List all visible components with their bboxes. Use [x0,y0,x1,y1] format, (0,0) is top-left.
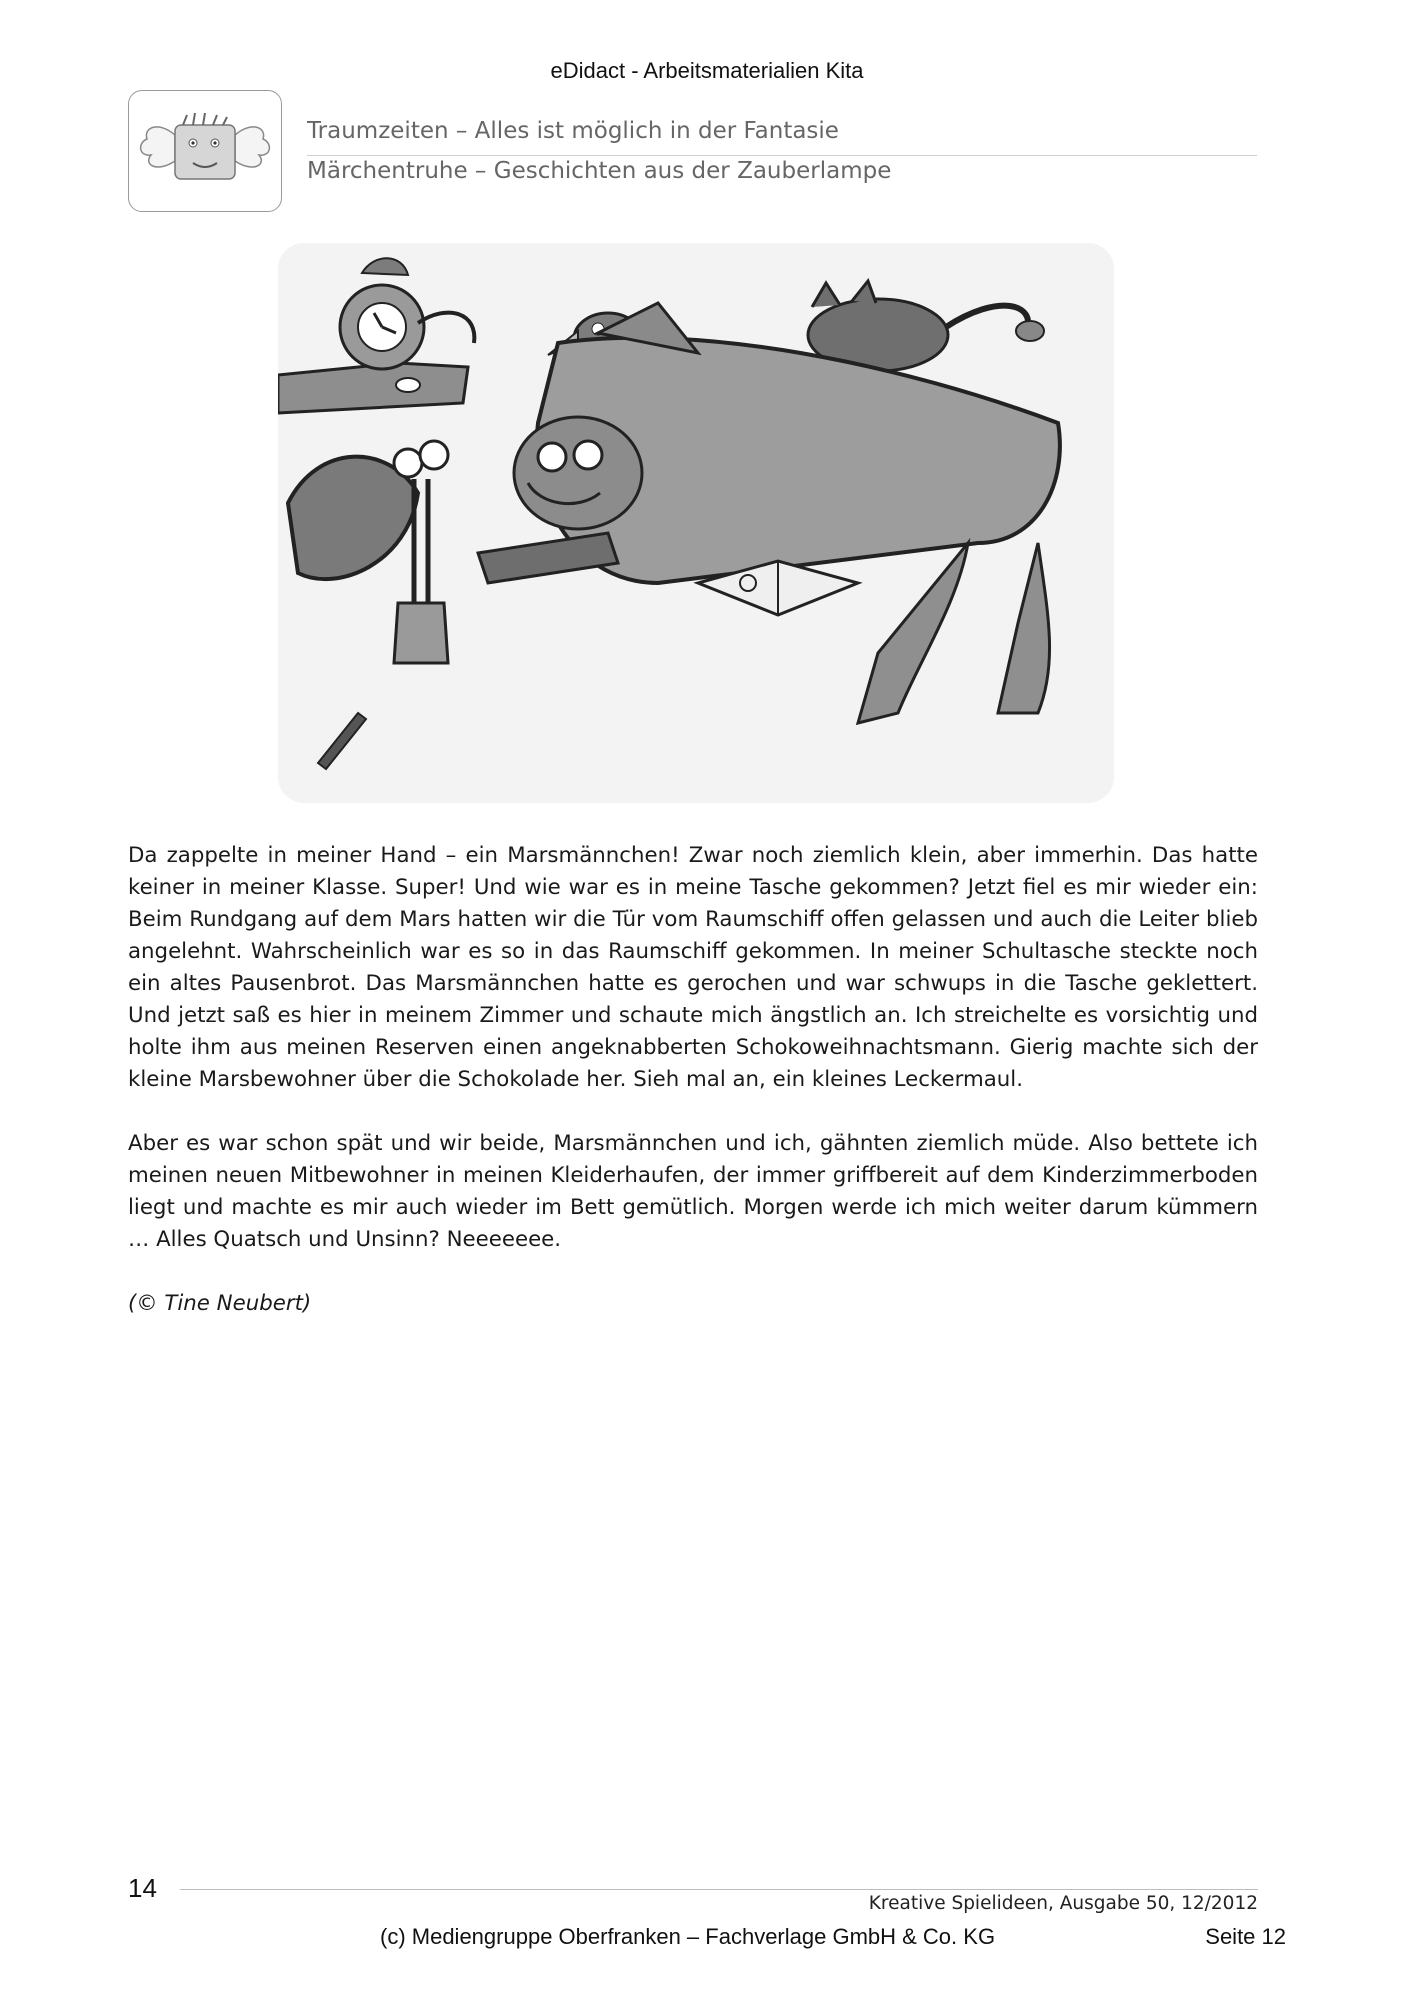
copyright-notice: (c) Mediengruppe Oberfranken – Fachverlage GmbH & Co. KG [380,1924,996,1949]
footer-divider [180,1889,1258,1890]
author-credit: (© Tine Neubert) [128,1291,312,1316]
winged-face-icon [129,91,281,211]
story-text [128,840,1258,1320]
martian-icon [394,441,448,663]
publication-info: Kreative Spielideen, Ausgabe 50, 12/2012 [868,1893,1258,1914]
cat-icon [808,281,1044,371]
header-divider [307,155,1257,156]
story-paragraph: Da zappelte in meiner Hand – ein Marsmännchen! Zwar noch ziemlich klein, aber immerhin. Das hatte keiner in meiner Klasse. Super! Und wie war es in meine Tasche gekommen? Jetzt fiel es mir wieder ein: Beim Rundgang auf dem Mars hatten wir die Tür vom Raumschiff offen gelassen und auch die Leiter blieb angelehnt. Wahrscheinlich war es so in das Raumschiff gekommen. In meiner Schultasche steckte noch ein altes Pausenbrot. Das Marsmännchen hatte es gerochen und war schwups in die Tasche geklettert. Und jetzt saß es hier in meinem Zimmer und schaute mich ängstlich an. Ich streichelte es vorsichtig und holte ihm aus meinen Reserven einen angeknabberten Schokoweihnachtsmann. Gierig machte sich der kleine Marsbewohner über die Schokolade her. Sieh mal an, ein kleines Leckermaul. [128,843,1258,1092]
site-title: eDidact - Arbeitsmaterialien Kita [550,58,864,83]
page-number: 14 [128,1873,157,1903]
subtitle-series: Märchentruhe – Geschichten aus der Zauberlampe [307,158,892,184]
old-man-face-icon [514,417,642,529]
seite-number: Seite 12 [1205,1924,1286,1949]
story-paragraph: Aber es war schon spät und wir beide, Marsmännchen und ich, gähnten ziemlich müde. Also bettete ich meinen neuen Mitbewohner in meinen Kleiderhaufen, der immer griffbereit auf dem Kinderzimmerboden liegt und machte es mir auch wieder im Bett gemütlich. Morgen werde ich mich weiter darum kümmern … Alles Quatsch und Unsinn? Neeeeeee. [128,1131,1258,1252]
story-illustration [278,243,1114,803]
logo [128,90,282,212]
alarm-clock-icon [340,258,474,369]
subtitle-theme: Traumzeiten – Alles ist möglich in der Fantasie [307,118,839,144]
